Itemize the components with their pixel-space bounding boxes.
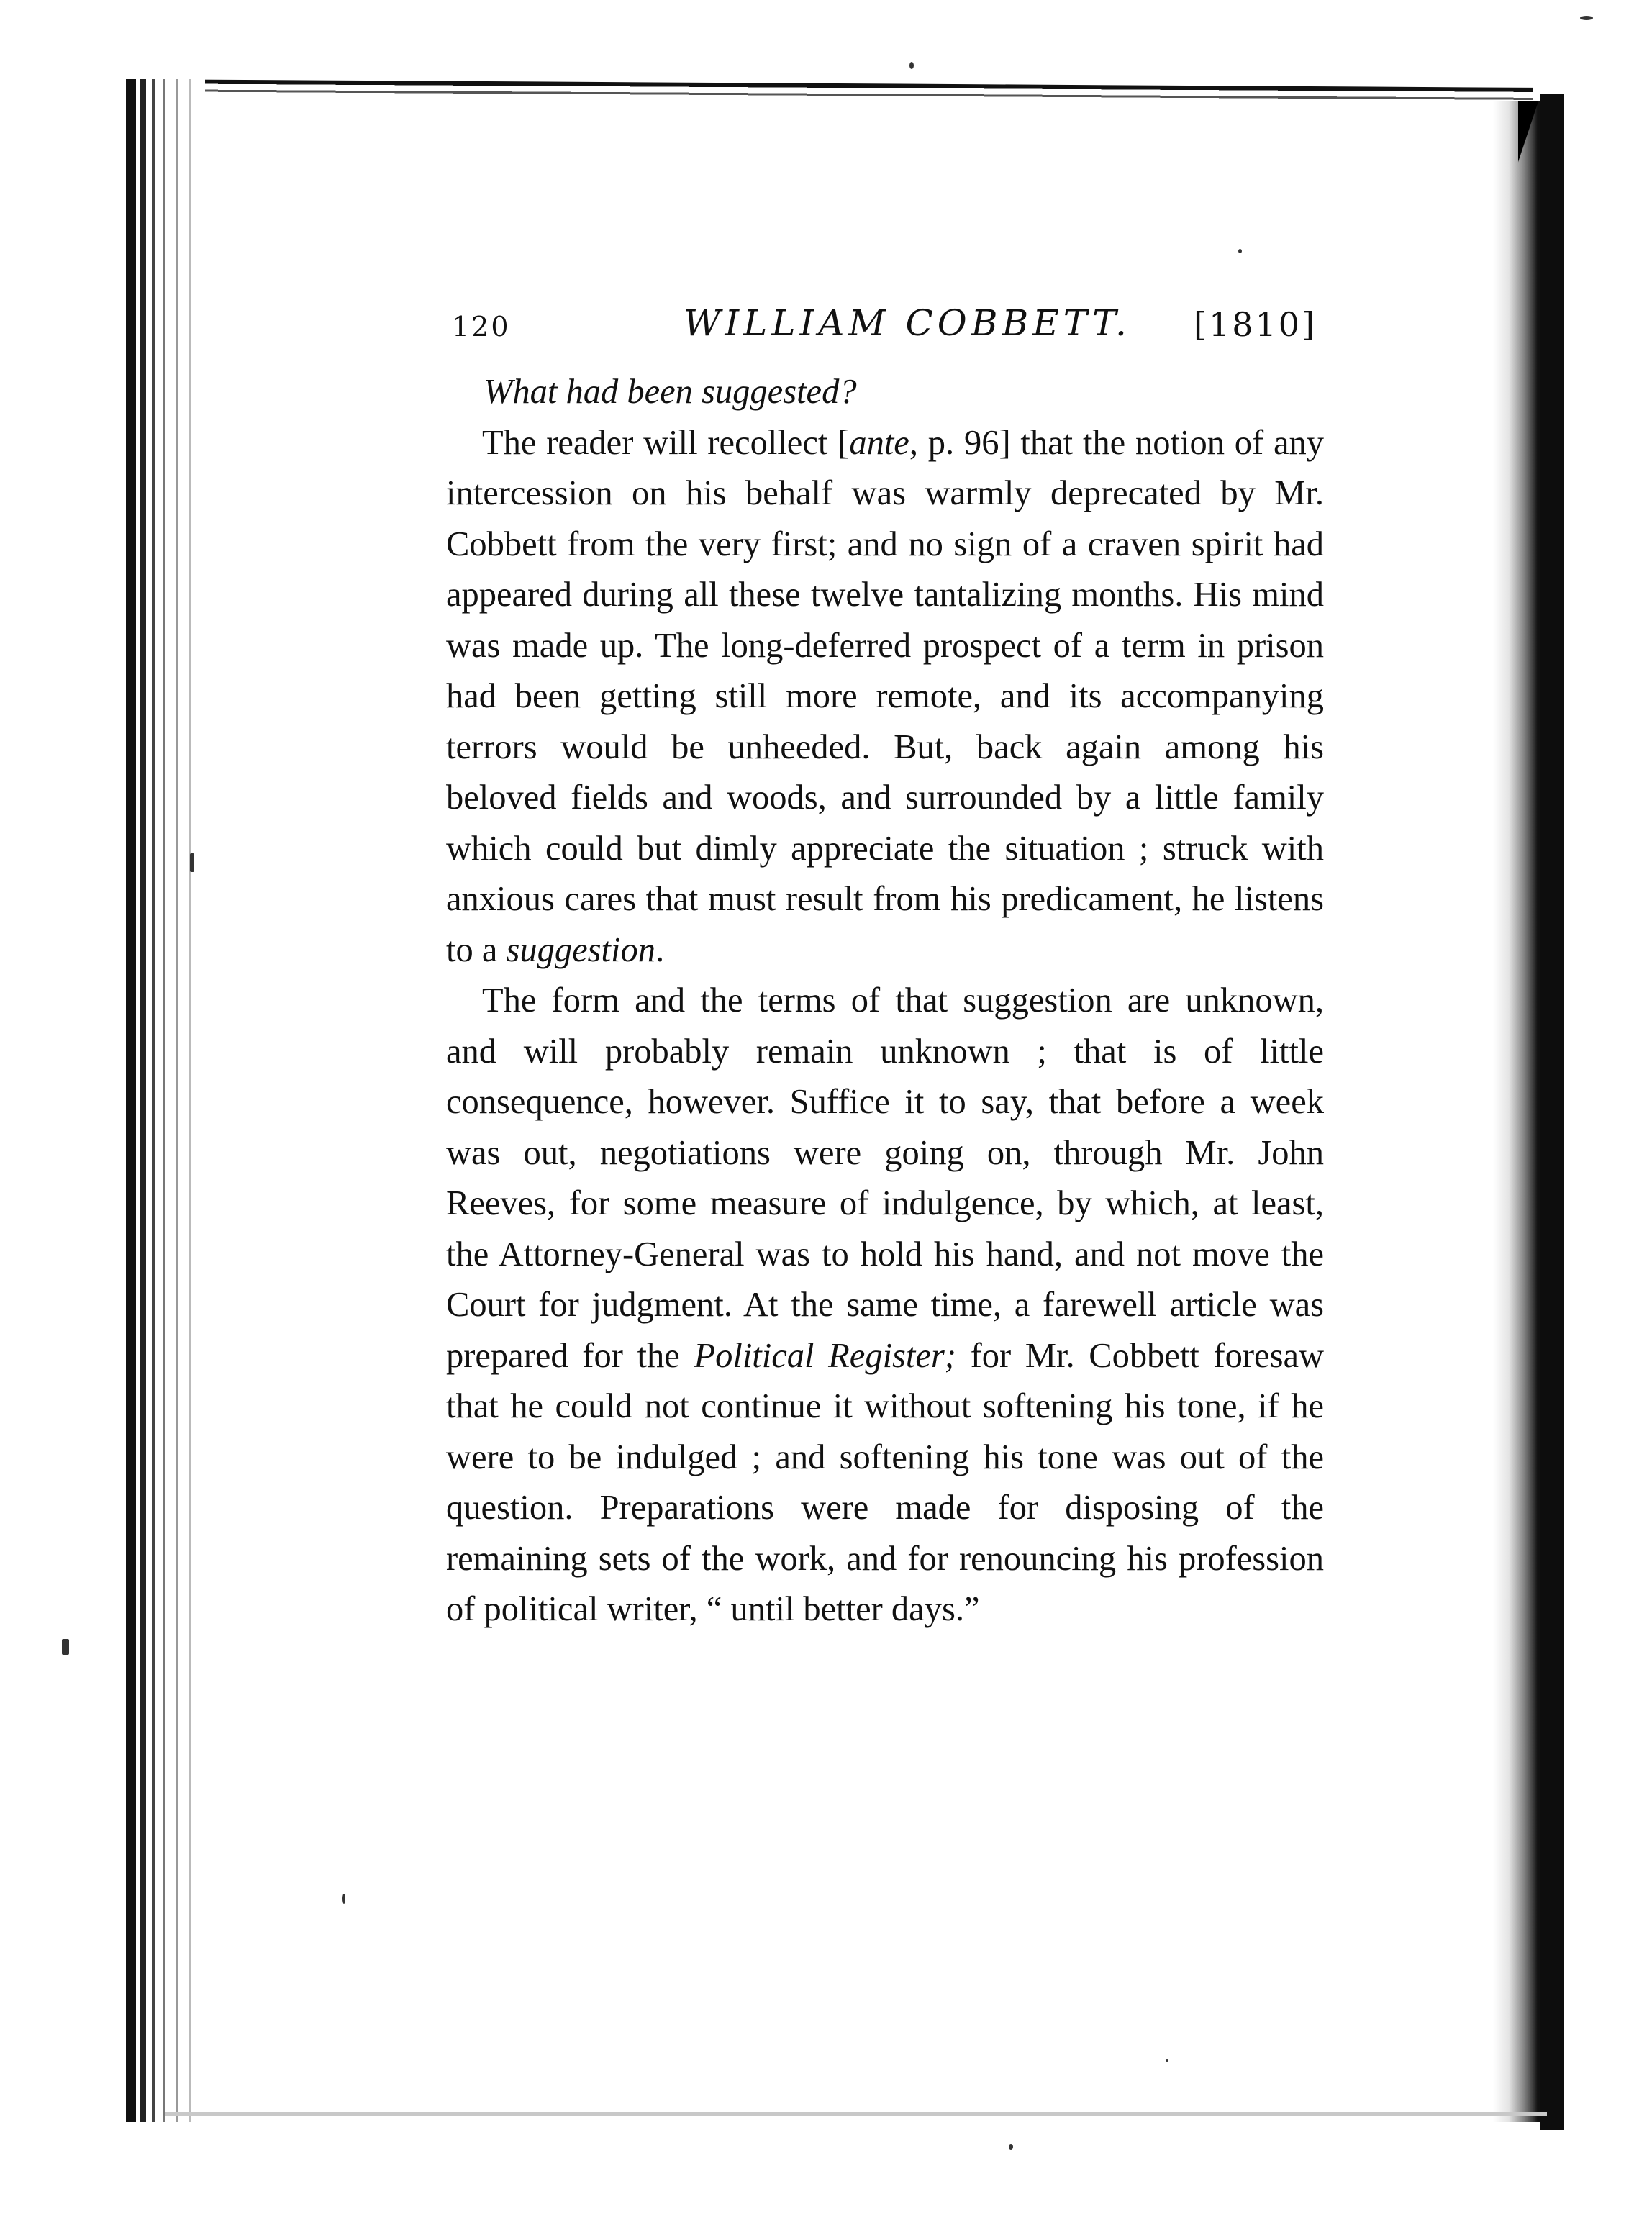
book-bottom-edge xyxy=(165,2112,1547,2116)
scan-speck xyxy=(909,62,914,69)
book-page xyxy=(446,302,1324,2043)
running-title: WILLIAM COBBETT. xyxy=(684,302,1131,344)
paragraph-1 xyxy=(446,418,1324,976)
book-right-shadow xyxy=(1493,101,1543,2122)
paragraph-1-text-a: The reader will recollect [ xyxy=(482,423,850,462)
running-head xyxy=(446,302,1324,353)
paragraph-2-text-a: The form and the terms of that suggestion are unknown, and will probably remain unknown ; that is of little consequence, however. Suffice it to say, that before a week was out, negotiations were going on, through Mr. John Reeves, for some measure of indulgence, by which, at least, the Attorney-General was to hold his hand, and not move the Court for judgment. At the same time, a farewell article was prepared for the xyxy=(446,981,1324,1375)
scan-speck xyxy=(1009,2144,1013,2150)
book-top-edge xyxy=(130,79,1533,117)
paragraph-1-italic-suggestion: suggestion xyxy=(506,930,655,969)
paragraph-1-text-c: , p. 96] that the notion of any intercession on his behalf was warmly deprecated by Mr. Cobbett from the very first; and no sign of a craven spirit had appeared during all these twelve tantalizing months. His mind was made up. The long-deferred prospect of a term in prison had been getting still more remote, and its accompanying terrors would be unheeded. But, back again among his beloved fields and woods, and surrounded by a little family which could but dimly appreciate the situation ; struck with anxious cares that must result from his predicament, he listens to a xyxy=(446,423,1324,969)
book-left-edge xyxy=(126,79,205,2122)
scan-speck xyxy=(1166,2059,1168,2062)
paragraph-1-text-e: . xyxy=(655,930,665,969)
paragraph-2 xyxy=(446,976,1324,1635)
paragraph-2-text-c: for Mr. Cobbett foresaw that he could not continue it without softening his tone, if he were to be indulged ; and softening his tone was out of the question. Preparations were made for disposing of the remaining sets of the work, and for renouncing his profession of political writer, “ until better days.” xyxy=(446,1336,1325,1628)
side-heading: What had been suggested? xyxy=(484,373,857,411)
paragraph-1-italic-ante: ante xyxy=(849,423,909,462)
book-right-edge xyxy=(1540,94,1564,2130)
page-number: 120 xyxy=(452,311,511,342)
body-text xyxy=(446,367,1324,1635)
scan-speck xyxy=(1238,249,1242,253)
scan-speck xyxy=(190,853,194,872)
page-corner-fold xyxy=(1518,101,1547,187)
paragraph-2-italic-political-register: Political Register; xyxy=(694,1336,956,1375)
scan-speck xyxy=(342,1894,345,1904)
year-bracket: [1810] xyxy=(1194,305,1317,344)
scan-speck xyxy=(1580,16,1593,20)
scan-speck xyxy=(62,1639,69,1655)
